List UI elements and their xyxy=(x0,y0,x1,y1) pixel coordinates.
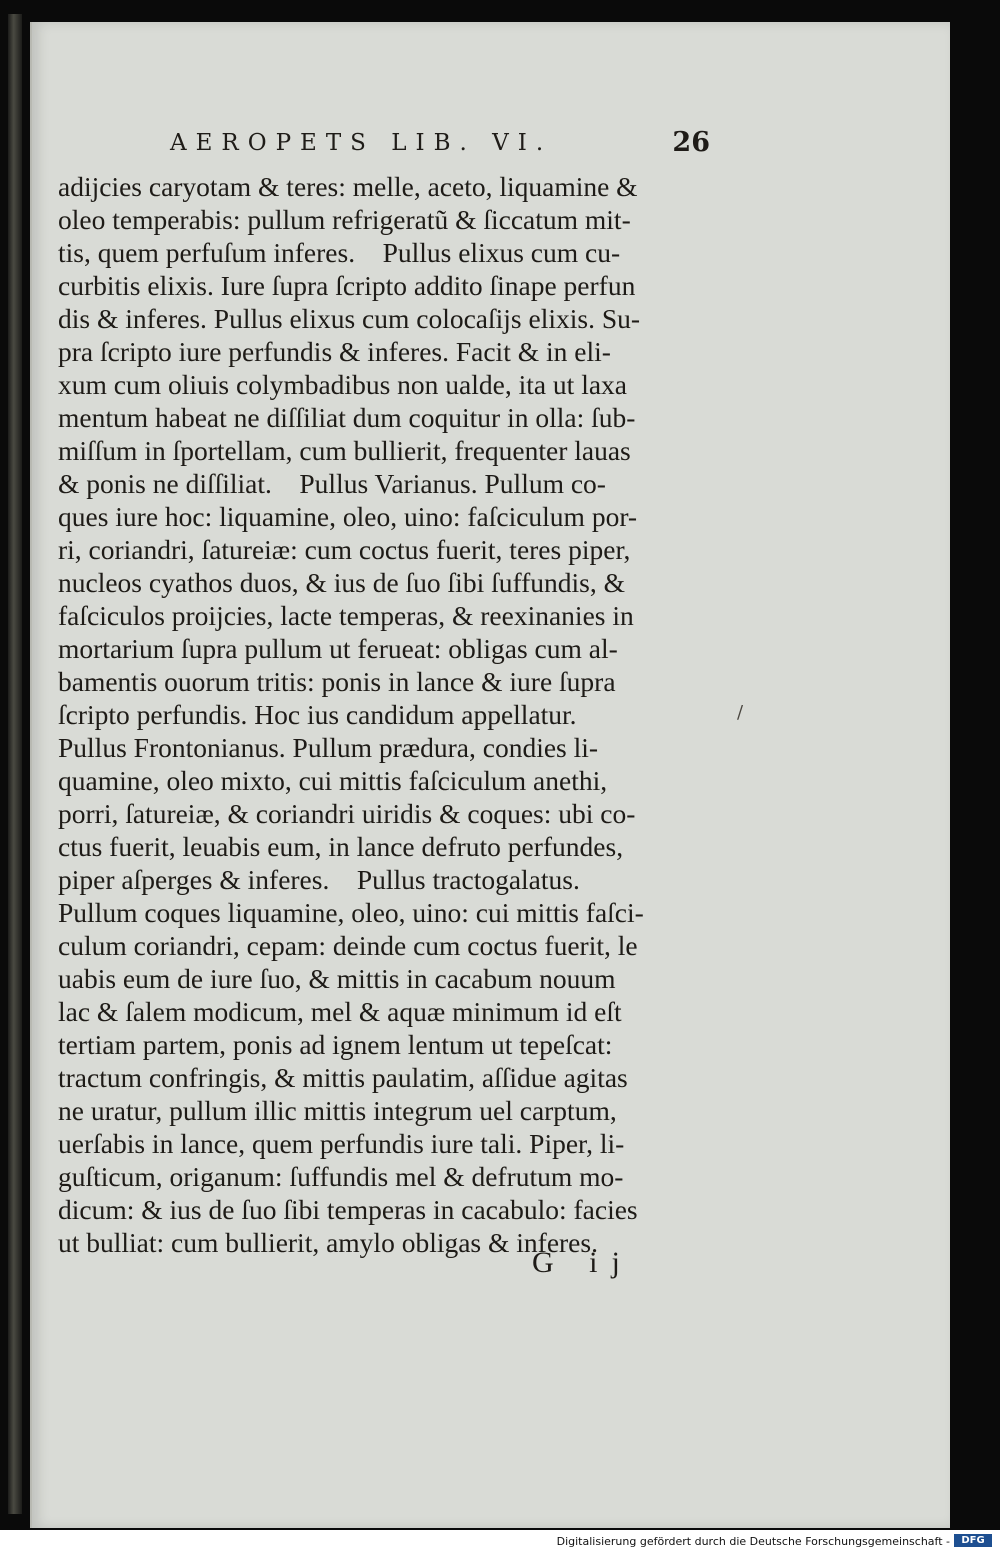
text-line: dicum: & ius de ſuo ſibi temperas in cacabulo: facies xyxy=(58,1194,638,1225)
text-line: mentum habeat ne diſſiliat dum coquitur in olla: ſub- xyxy=(58,402,636,433)
book-edge xyxy=(8,14,22,1514)
margin-mark: / xyxy=(737,702,744,723)
text-line: nucleos cyathos duos, & ius de ſuo ſibi ſuffundis, & xyxy=(58,567,626,598)
page-number: 26 xyxy=(672,127,710,158)
text-line: tis, quem perfuſum inferes. Pullus elixus cum cu- xyxy=(58,237,621,268)
text-line: uerſabis in lance, quem perfundis iure tali. Piper, li- xyxy=(58,1128,625,1159)
text-line: guſticum, origanum: ſuffundis mel & defrutum mo- xyxy=(58,1161,624,1192)
running-title: AEROPETS LIB. VI. xyxy=(170,130,553,156)
dfg-logo: DFG xyxy=(954,1534,992,1547)
text-line: oleo temperabis: pullum refrigeratũ & ſiccatum mit- xyxy=(58,204,631,235)
text-line: tractum confringis, & mittis paulatim, aſſidue agitas xyxy=(58,1062,628,1093)
text-line: ne uratur, pullum illic mittis integrum uel carptum, xyxy=(58,1095,617,1126)
text-line: culum coriandri, cepam: deinde cum coctus fuerit, le xyxy=(58,930,638,961)
text-line: uabis eum de iure ſuo, & mittis in cacabum nouum xyxy=(58,963,616,994)
text-line: bamentis ouorum tritis: ponis in lance & iure ſupra xyxy=(58,666,616,697)
text-line: adijcies caryotam & teres: melle, aceto, liquamine & xyxy=(58,171,638,202)
text-line: curbitis elixis. Iure ſupra ſcripto addito ſinape perfun xyxy=(58,270,636,301)
text-line: porri, ſatureiæ, & coriandri uiridis & coques: ubi co- xyxy=(58,798,636,829)
text-line: dis & inferes. Pullus elixus cum colocaſijs elixis. Su- xyxy=(58,303,641,334)
signature-mark: G ij xyxy=(532,1246,634,1279)
text-line: xum cum oliuis colymbadibus non ualde, ita ut laxa xyxy=(58,369,628,400)
text-line: lac & ſalem modicum, mel & aquæ minimum id eſt xyxy=(58,996,622,1027)
text-line: Pullum coques liquamine, oleo, uino: cui mittis faſci- xyxy=(58,897,644,928)
text-line: faſciculos proijcies, lacte temperas, & reexinanies in xyxy=(58,600,634,631)
text-line: tertiam partem, ponis ad ignem lentum ut tepeſcat: xyxy=(58,1029,613,1060)
text-line: ut bulliat: cum bullierit, amylo obligas & inferes. xyxy=(58,1227,598,1258)
text-line: piper aſperges & inferes. Pullus tractogalatus. xyxy=(58,864,580,895)
text-line: pra ſcripto iure perfundis & inferes. Facit & in eli- xyxy=(58,336,611,367)
text-line: miſſum in ſportellam, cum bullierit, frequenter lauas xyxy=(58,435,631,466)
text-line: Pullus Frontonianus. Pullum prædura, condies li- xyxy=(58,732,599,763)
text-line: mortarium ſupra pullum ut ferueat: obligas cum al- xyxy=(58,633,618,664)
body-text xyxy=(58,170,718,1259)
text-line: ques iure hoc: liquamine, oleo, uino: faſciculum por- xyxy=(58,501,638,532)
text-line: ctus fuerit, leuabis eum, in lance defruto perfundes, xyxy=(58,831,624,862)
text-line: & ponis ne diſſiliat. Pullus Varianus. Pullum co- xyxy=(58,468,606,499)
text-line: ri, coriandri, ſatureiæ: cum coctus fuerit, teres piper, xyxy=(58,534,631,565)
footer-credit: Digitalisierung gefördert durch die Deutsche Forschungsgemeinschaft - xyxy=(556,1535,950,1548)
running-head xyxy=(170,127,710,164)
text-line: quamine, oleo mixto, cui mittis faſciculum anethi, xyxy=(58,765,608,796)
text-line: ſcripto perfundis. Hoc ius candidum appellatur. xyxy=(58,699,577,730)
